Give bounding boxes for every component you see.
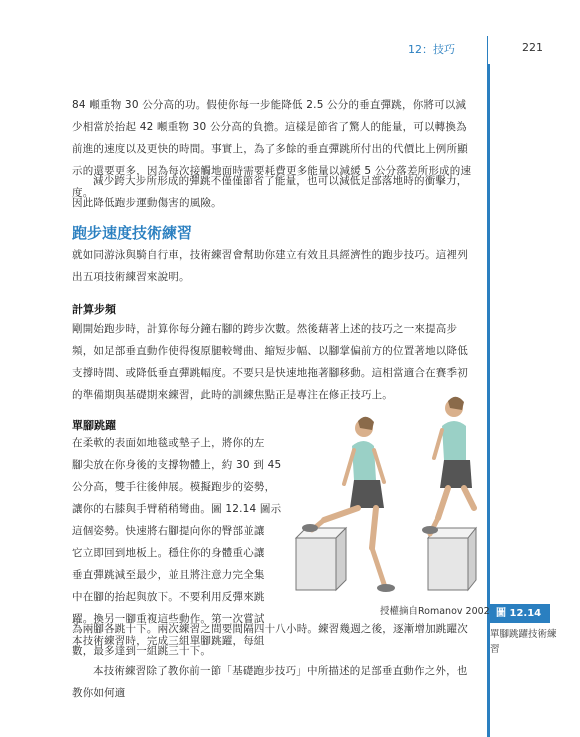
header-rule — [487, 36, 488, 64]
paragraph-6: 為兩腳各跳十下。兩次練習之間要間隔四十八小時。練習幾週之後，逐漸增加跳躍次數，最多達到一組跳三十下。 — [72, 623, 468, 657]
figure-credit: 授權摘自Romanov 2002 — [380, 606, 490, 617]
paragraph-5-line: 讓你的右膝與手臂稍稍彎曲。圖 12.14 圖示 — [72, 503, 282, 515]
paragraph-5-line: 本技術練習時，完成三組單腳跳躍，每組 — [72, 635, 265, 647]
paragraph-3: 就如同游泳與騎自行車，技術練習會幫助你建立有效且具經濟性的跑步技巧。這裡列出五項技術練習來說明。 — [72, 249, 468, 283]
paragraph-2: 減少跨大步所形成的彈跳不僅僅節省了能量，也可以減低足部落地時的衝擊力，因此降低跑步運動傷害的風險。 — [72, 175, 468, 209]
subheading-cadence: 計算步頻 — [72, 303, 116, 316]
paragraph-5-line: 這個姿勢。快速將右腳提向你的臀部並讓 — [72, 525, 265, 537]
paragraph-5-line: 躍。換另一腳重複這些動作。第一次嘗試 — [72, 613, 265, 625]
paragraph-5-line: 中在腳的抬起與放下。不要利用反彈來跳 — [72, 591, 265, 603]
paragraph-7: 本技術練習除了教你前一節「基礎跑步技巧」中所描述的足部垂直動作之外，也教你如何適 — [72, 665, 468, 699]
paragraph-5-line: 在柔軟的表面如地毯或墊子上，將你的左 — [72, 437, 265, 449]
paragraph-5-line: 公分高，雙手往後伸展。模擬跑步的姿勢， — [72, 481, 276, 493]
paragraph-5-line: 垂直彈跳減至最少，並且將注意力完全集 — [72, 569, 265, 581]
paragraph-1: 84 噸重物 30 公分高的功。假使你每一步能降低 2.5 公分的垂直彈跳，你將可以減少相當於抬起 42 噸重物 30 公分高的負擔。這樣是節省了驚人的能量，可以轉換為前進的速度以及更快的時間。事實上，為了多餘的垂直彈跳所付出的代價比上例所顯示的還要更多，因為每次接觸地面時需要耗費更多能量以減緩 5 公分落差所形成的速度。 — [72, 99, 472, 199]
figure-label: 圖 12.14 — [490, 604, 550, 623]
paragraph-5-line: 它立即回到地板上。穩住你的身體重心讓 — [72, 547, 265, 559]
figure-caption: 單腳跳躍技術練習 — [490, 629, 557, 655]
page-number: 221 — [522, 41, 543, 54]
subheading-single-leg-hop: 單腳跳躍 — [72, 419, 116, 432]
header-chapter: 12：技巧 — [408, 43, 455, 56]
paragraph-5-line: 腳尖放在你身後的支撐物體上，約 30 到 45 — [72, 459, 282, 471]
section-title: 跑步速度技術練習 — [72, 224, 193, 242]
single-leg-hop-illustration — [288, 388, 478, 600]
paragraph-4: 剛開始跑步時，計算你每分鐘右腳的跨步次數。然後藉著上述的技巧之一來提高步頻，如足部垂直動作使得復原腿較彎曲、縮短步幅、以腳掌偏前方的位置著地以降低支撐時間、或降低垂直彈跳幅度。不要只是快速地拖著腳移動。這相當適合在賽季初的準備期與基礎期來練習，此時的訓練焦點正是專注在修正技巧上。 — [72, 323, 468, 401]
